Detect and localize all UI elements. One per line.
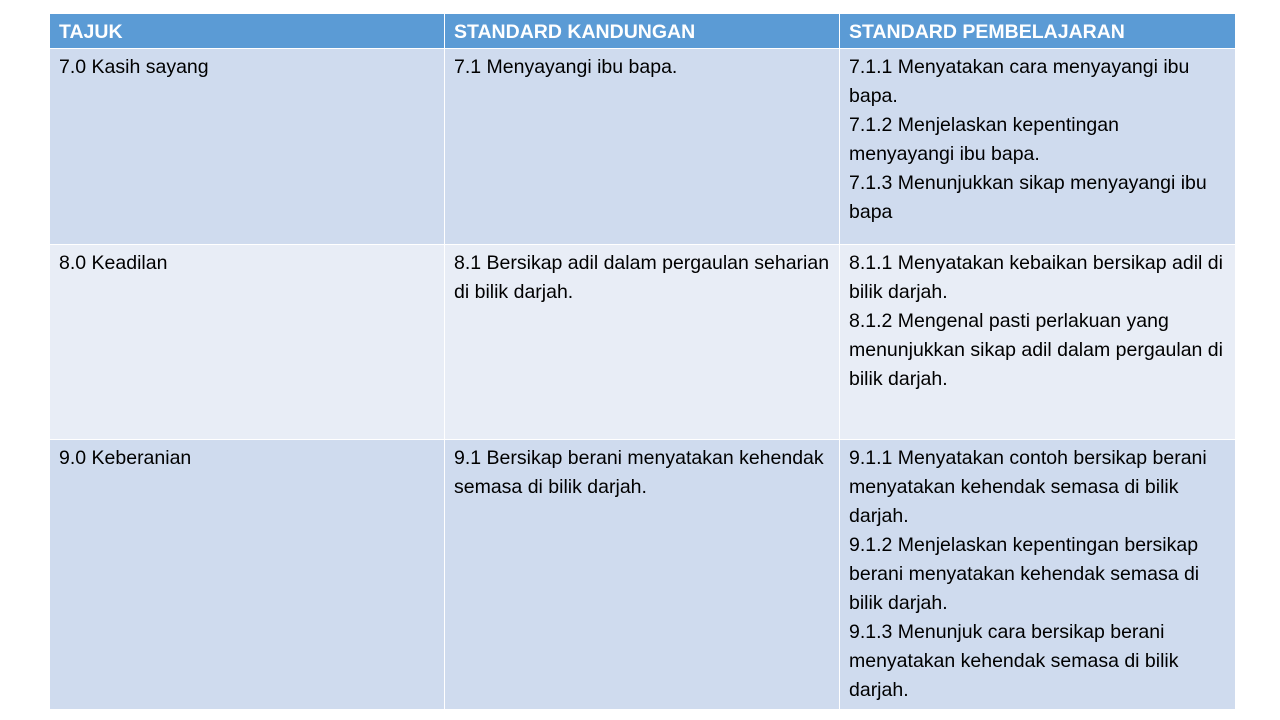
cell-standard-kandungan: 8.1 Bersikap adil dalam pergaulan seharian di bilik darjah. <box>445 245 840 440</box>
learning-standard-item: 9.1.3 Menunjuk cara bersikap berani menyatakan kehendak semasa di bilik darjah. <box>849 621 1179 701</box>
cell-tajuk: 7.0 Kasih sayang <box>50 49 445 245</box>
learning-standard-item: 9.1.2 Menjelaskan kepentingan bersikap berani menyatakan kehendak semasa di bilik darjah. <box>849 534 1200 614</box>
learning-standard-item: 7.1.1 Menyatakan cara menyayangi ibu bapa. <box>849 56 1190 107</box>
curriculum-table <box>49 13 1236 710</box>
learning-standard-item: 8.1.2 Mengenal pasti perlakuan yang menunjukkan sikap adil dalam pergaulan di bilik darjah. <box>849 310 1223 390</box>
header-tajuk: TAJUK <box>50 14 445 49</box>
table-header-row <box>50 14 1236 49</box>
cell-tajuk: 9.0 Keberanian <box>50 440 445 710</box>
cell-tajuk: 8.0 Keadilan <box>50 245 445 440</box>
learning-standard-item: 7.1.3 Menunjukkan sikap menyayangi ibu bapa <box>849 172 1207 223</box>
table-row <box>50 440 1236 710</box>
cell-standard-pembelajaran <box>840 49 1236 245</box>
learning-standard-item: 7.1.2 Menjelaskan kepentingan menyayangi ibu bapa. <box>849 114 1119 165</box>
cell-standard-pembelajaran <box>840 245 1236 440</box>
cell-standard-kandungan: 9.1 Bersikap berani menyatakan kehendak semasa di bilik darjah. <box>445 440 840 710</box>
table-row <box>50 245 1236 440</box>
header-standard-kandungan: STANDARD KANDUNGAN <box>445 14 840 49</box>
cell-standard-kandungan: 7.1 Menyayangi ibu bapa. <box>445 49 840 245</box>
cell-standard-pembelajaran <box>840 440 1236 710</box>
header-standard-pembelajaran: STANDARD PEMBELAJARAN <box>840 14 1236 49</box>
table-row <box>50 49 1236 245</box>
learning-standard-item: 8.1.1 Menyatakan kebaikan bersikap adil di bilik darjah. <box>849 252 1223 303</box>
learning-standard-item: 9.1.1 Menyatakan contoh bersikap berani menyatakan kehendak semasa di bilik darjah. <box>849 447 1207 527</box>
